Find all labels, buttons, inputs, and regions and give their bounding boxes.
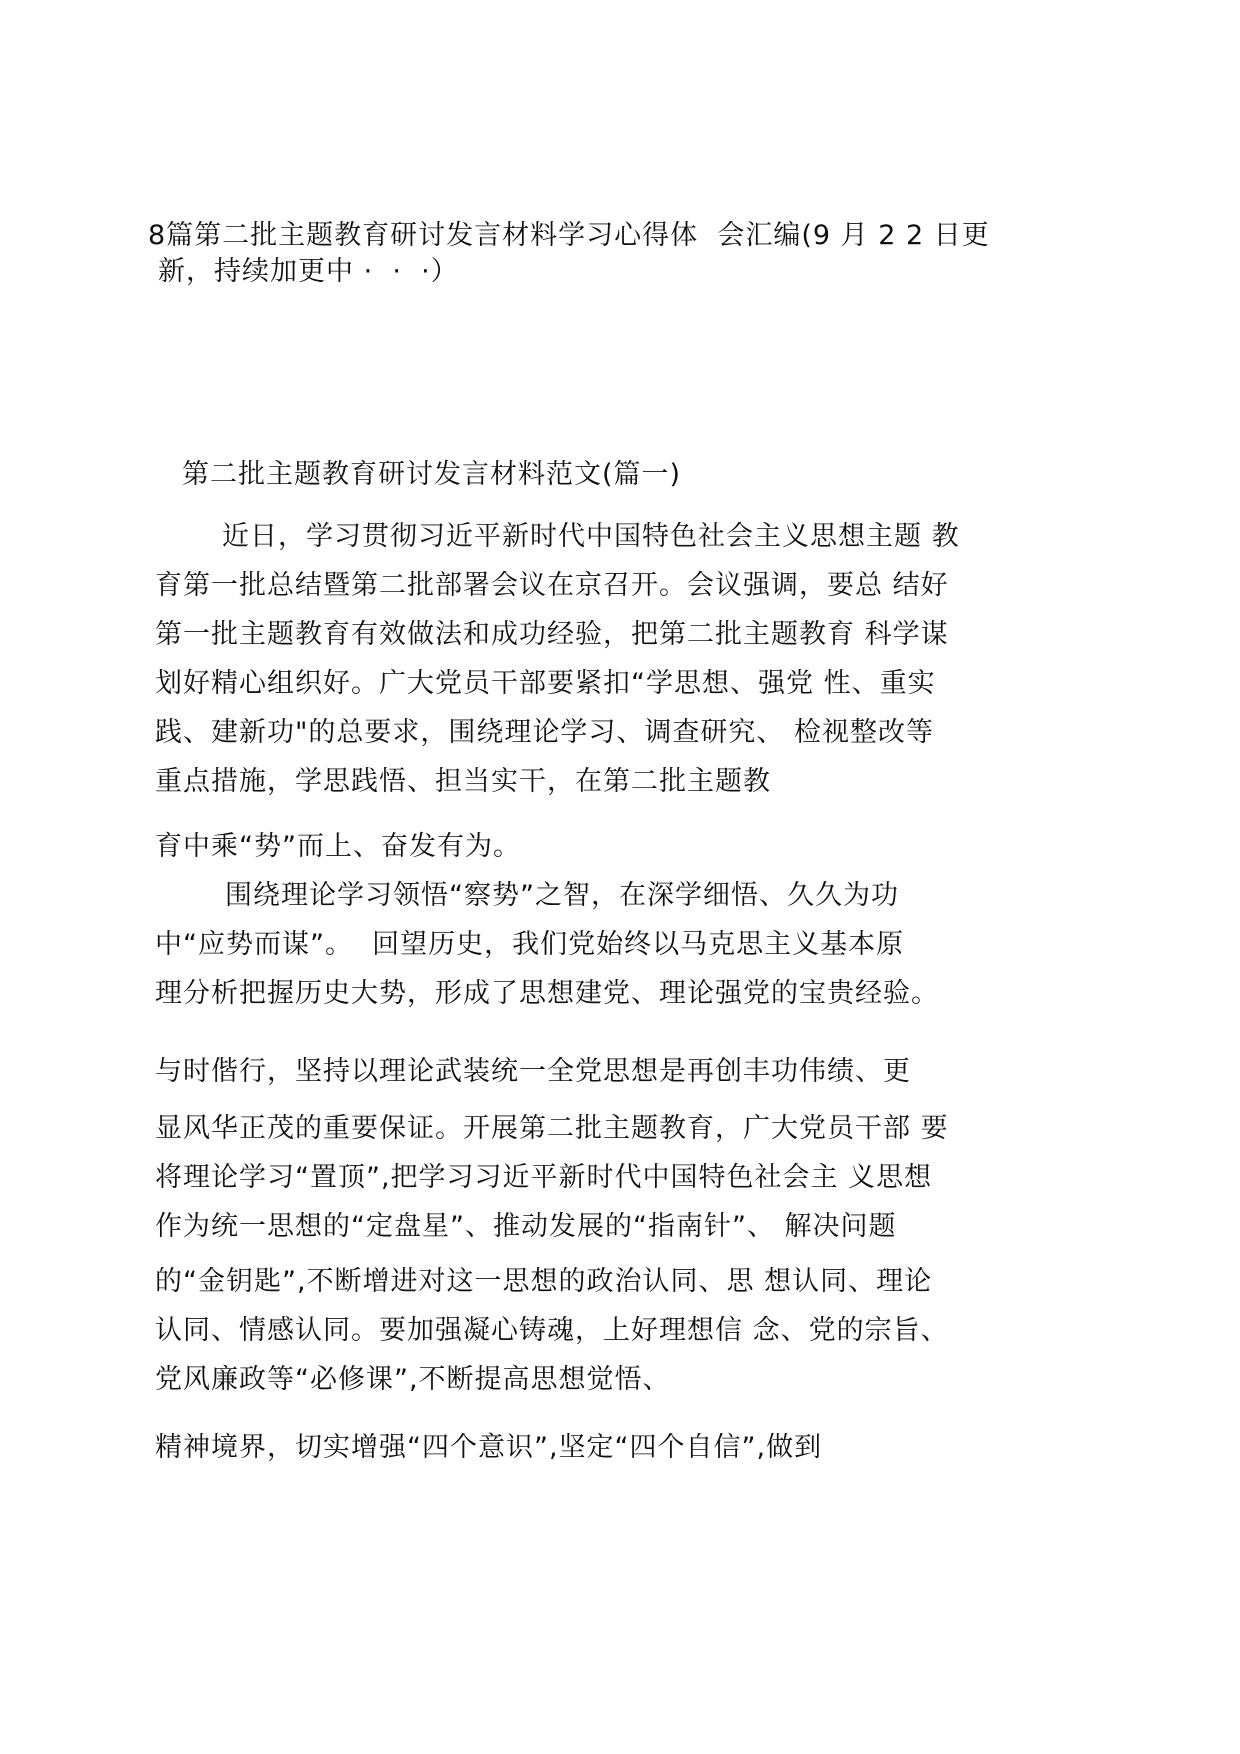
body-line: 作为统一思想的“定盘星”、推动发展的“指南针”、 解决问题: [155, 1211, 897, 1242]
body-line: 与时偕行，坚持以理论武装统一全党思想是再创丰功伟绩、更: [155, 1056, 911, 1087]
body-line: 近日，学习贯彻习近平新时代中国特色社会主义思想主题 教: [222, 521, 960, 552]
body-line: 第一批主题教育有效做法和成功经验，把第二批主题教育 科学谋: [155, 619, 949, 650]
body-line: 理分析把握历史大势，形成了思想建党、理论强党的宝贵经验。: [155, 978, 939, 1009]
body-line: 践、建新功"的总要求，围绕理论学习、调查研究、 检视整改等: [155, 717, 935, 748]
body-line: 育中乘“势”而上、奋发有为。: [155, 831, 521, 862]
document-title-line-1: 8篇第二批主题教育研讨发言材料学习心得体 会汇编(9 月 2 2 日更: [148, 220, 990, 251]
body-line: 的“金钥匙”,不断增进对这一思想的政治认同、思 想认同、理论: [155, 1266, 933, 1297]
body-line: 围绕理论学习领悟“察势”之智，在深学细悟、久久为功: [225, 880, 899, 911]
document-title-line-2: 新，持续加更中 · · ·）: [158, 256, 459, 287]
body-line: 中“应势而谋”。 回望历史，我们党始终以马克思主义基本原: [155, 929, 905, 960]
body-line: 育第一批总结暨第二批部署会议在京召开。会议强调，要总 结好: [155, 570, 949, 601]
body-line: 党风廉政等“必修课”,不断提高思想觉悟、: [155, 1364, 671, 1395]
body-line: 认同、情感认同。要加强凝心铸魂，上好理想信 念、党的宗旨、: [155, 1315, 949, 1346]
body-line: 显风华正茂的重要保证。开展第二批主题教育，广大党员干部 要: [155, 1113, 949, 1144]
body-line: 重点措施，学思践悟、担当实干，在第二批主题教: [155, 766, 771, 797]
body-line: 精神境界，切实增强“四个意识”,坚定“四个自信”,做到: [155, 1432, 823, 1463]
body-line: 划好精心组织好。广大党员干部要紧扣“学思想、强党 性、重实: [155, 668, 936, 699]
body-line: 将理论学习“置顶”,把学习习近平新时代中国特色社会主 义思想: [155, 1162, 933, 1193]
section-heading: 第二批主题教育研讨发言材料范文(篇一): [182, 459, 682, 490]
